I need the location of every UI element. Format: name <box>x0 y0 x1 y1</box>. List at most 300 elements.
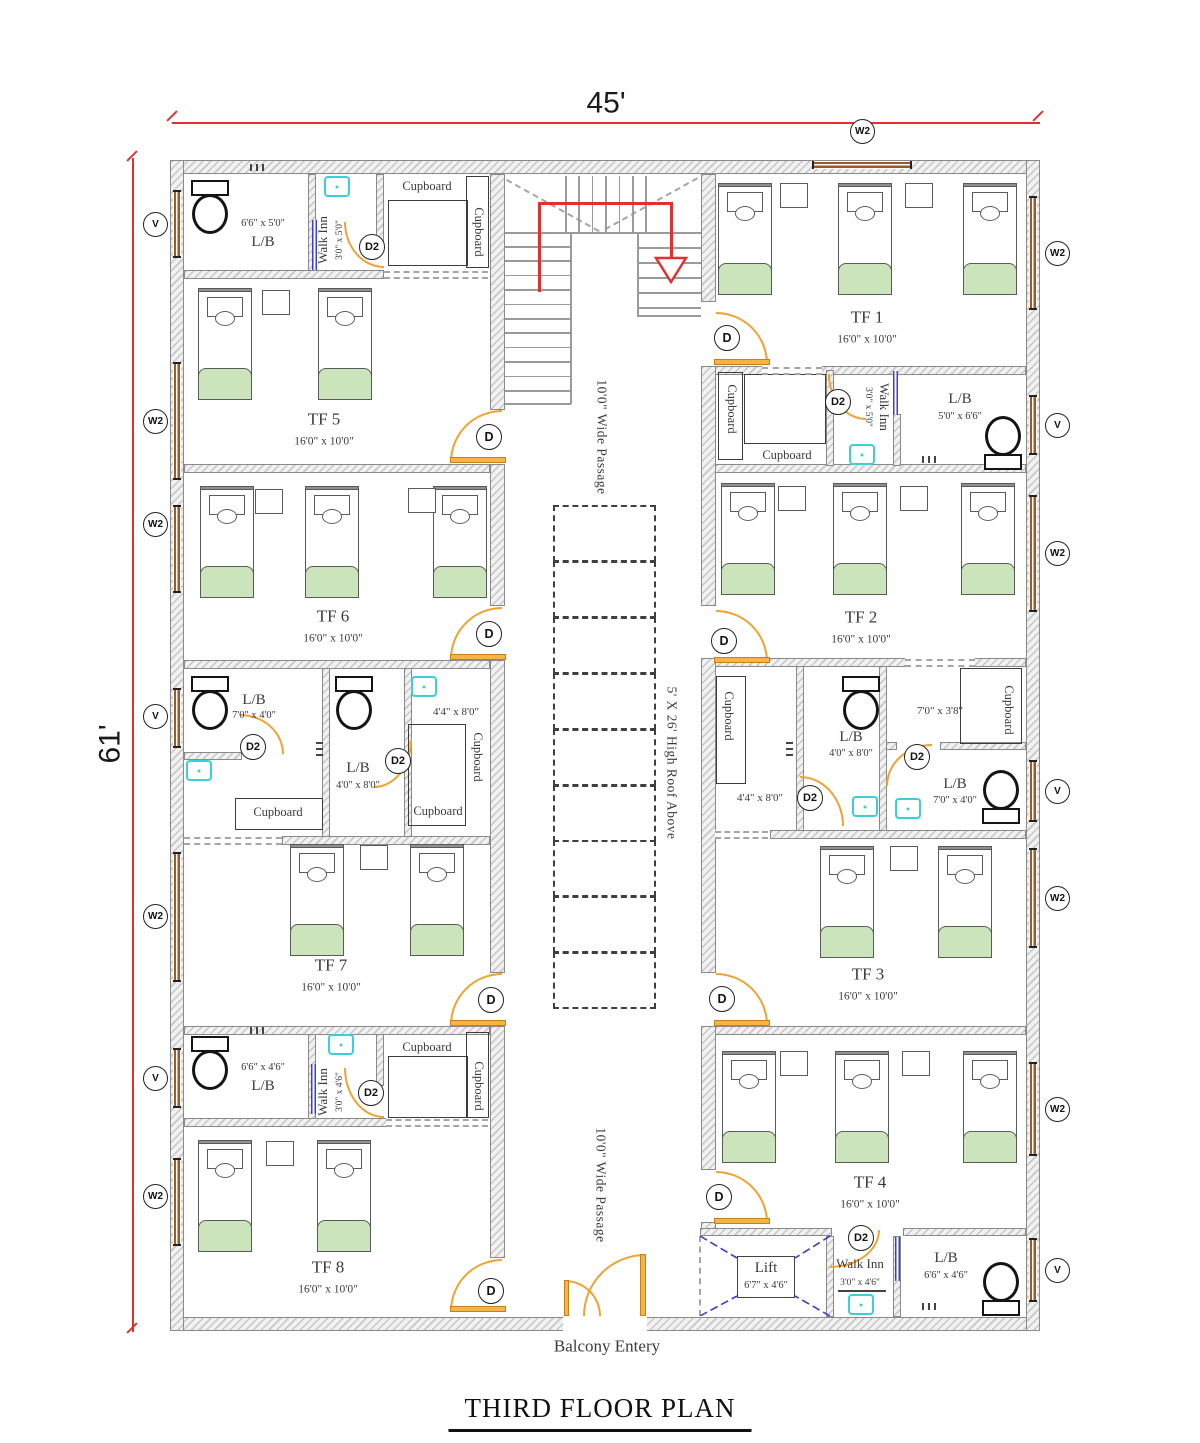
room-size-label: 16'0" x 10'0" <box>831 633 891 646</box>
dimension-tick <box>166 110 177 121</box>
tap-icon <box>250 1027 268 1034</box>
dashed-wall-line <box>384 271 488 273</box>
toilet-icon <box>983 418 1023 470</box>
wall-segment <box>701 1026 716 1170</box>
bed-head <box>334 1163 354 1178</box>
bed-blanket <box>838 263 892 295</box>
wall-segment <box>184 752 242 760</box>
wall-segment <box>490 660 505 973</box>
door-label-d2: D2 <box>359 234 385 260</box>
roof-above-label: 5' X 26' High Roof Above <box>664 686 680 840</box>
passage-label-bottom: 10'0" Wide Passage <box>593 1127 609 1243</box>
bed-blanket <box>718 263 772 295</box>
stair-tread <box>505 304 571 306</box>
bed-head <box>738 506 758 521</box>
cupboard-label: Cupboard <box>471 1061 486 1111</box>
cupboard-box <box>388 200 468 266</box>
sink-icon <box>328 1034 354 1055</box>
door-label-d2: D2 <box>240 734 266 760</box>
bed-head <box>980 1074 1000 1089</box>
door-leaf <box>450 1306 506 1312</box>
area-size-label: 4'4" x 8'0" <box>737 791 783 804</box>
nightstand-icon <box>905 183 933 208</box>
bath-name-label: L/B <box>242 691 266 708</box>
bed-headboard <box>963 183 1017 187</box>
height-dimension-label: 61' <box>93 724 127 764</box>
bed-head <box>980 206 1000 221</box>
stair-flight-edge <box>570 232 572 404</box>
door-leaf <box>714 1020 770 1026</box>
stair-path-line <box>538 202 541 292</box>
bed-icon <box>410 844 464 956</box>
window-icon <box>1029 1238 1037 1302</box>
drawing-title: THIRD FLOOR PLAN <box>448 1393 751 1432</box>
nightstand-icon <box>408 488 436 513</box>
door-label-d2: D2 <box>904 744 930 770</box>
bed-head <box>739 1074 759 1089</box>
cupboard-box <box>388 1056 468 1118</box>
bath-name-label: L/B <box>346 759 370 776</box>
tap-icon <box>786 738 793 756</box>
window-icon <box>812 161 912 169</box>
door-leaf <box>450 457 506 463</box>
window-label-v: V <box>143 704 168 729</box>
bed-icon <box>835 1051 889 1163</box>
balcony-entry-label: Balcony Entery <box>553 1336 661 1356</box>
roof-dashed-cell <box>553 505 656 562</box>
room-size-label: 16'0" x 10'0" <box>838 990 898 1003</box>
door-label-d2: D2 <box>848 1225 874 1251</box>
bed-icon <box>963 1051 1017 1163</box>
bath-name-label: L/B <box>943 775 967 792</box>
door-label-d2: D2 <box>797 785 823 811</box>
window-icon <box>1029 495 1037 612</box>
toilet-tank <box>982 808 1020 824</box>
bath-size-label: 4'0" x 8'0" <box>336 780 380 792</box>
sink-icon <box>895 798 921 819</box>
bed-blanket <box>722 1131 776 1163</box>
bed-head <box>978 506 998 521</box>
room-size-label: 16'0" x 10'0" <box>298 1283 358 1296</box>
window-label-v: V <box>143 212 168 237</box>
door-leaf <box>450 1020 506 1026</box>
wall-segment <box>184 1118 388 1127</box>
door-label-d2: D2 <box>385 748 411 774</box>
walkin-size-label: 3'0" x 4'6" <box>840 1277 880 1288</box>
wall-segment <box>184 660 490 669</box>
dashed-wall-line <box>905 659 975 661</box>
room-name-label: TF 7 <box>314 955 348 975</box>
bed-head <box>837 869 857 884</box>
wall-segment <box>184 464 490 473</box>
wall-segment <box>700 1228 832 1236</box>
door-label-d: D <box>478 1278 504 1304</box>
bath-size-label: 6'6" x 4'6" <box>241 1062 285 1074</box>
bed-blanket <box>198 368 252 400</box>
bed-icon <box>290 844 344 956</box>
door-label-d: D <box>476 621 502 647</box>
wardrobe-rail <box>893 371 898 415</box>
room-size-label: 16'0" x 10'0" <box>303 632 363 645</box>
toilet-bowl <box>985 416 1021 456</box>
stair-flight-end <box>637 315 701 317</box>
stair-diagonal <box>506 179 600 232</box>
bed-blanket <box>835 1131 889 1163</box>
sink-icon <box>849 444 875 465</box>
window-label-v: V <box>1045 413 1070 438</box>
window-label-w2: W2 <box>143 512 168 537</box>
cupboard-label: Cupboard <box>402 1040 452 1055</box>
walkin-name-label: Walk Inn <box>877 383 893 431</box>
window-icon <box>173 852 181 982</box>
tap-icon <box>316 738 323 756</box>
sink-icon <box>852 796 878 817</box>
bed-icon <box>833 483 887 595</box>
door-label-d: D <box>709 986 735 1012</box>
toilet-bowl <box>843 690 879 730</box>
wall-segment <box>893 414 901 466</box>
toilet-bowl <box>192 1050 228 1090</box>
toilet-icon <box>190 676 230 728</box>
bed-icon <box>198 288 252 400</box>
bed-headboard <box>938 846 992 850</box>
bed-headboard <box>198 1140 252 1144</box>
bed-headboard <box>963 1051 1017 1055</box>
nightstand-icon <box>900 486 928 511</box>
cupboard-label: Cupboard <box>471 207 486 257</box>
bed-headboard <box>318 288 372 292</box>
bed-head <box>735 206 755 221</box>
nightstand-icon <box>780 1051 808 1076</box>
dashed-wall-line <box>762 367 822 369</box>
bed-icon <box>722 1051 776 1163</box>
bed-blanket <box>305 566 359 598</box>
bed-headboard <box>718 183 772 187</box>
bed-headboard <box>198 288 252 292</box>
window-icon <box>173 190 181 258</box>
dashed-wall-line <box>386 1119 488 1121</box>
bed-headboard <box>721 483 775 487</box>
bath-size-label: 7'0" x 4'0" <box>933 795 977 807</box>
door-label-d: D <box>714 325 740 351</box>
door-leaf <box>714 657 770 663</box>
bed-head <box>855 206 875 221</box>
wall-segment <box>490 174 505 410</box>
bath-size-label: 6'6" x 5'0" <box>241 218 285 230</box>
bed-head <box>850 506 870 521</box>
window-icon <box>173 1158 181 1246</box>
bed-icon <box>718 183 772 295</box>
bed-icon <box>961 483 1015 595</box>
stair-tread <box>505 376 571 378</box>
window-label-w2: W2 <box>850 119 875 144</box>
window-icon <box>1029 196 1037 310</box>
stair-tread <box>505 347 571 349</box>
window-label-w2: W2 <box>1045 241 1070 266</box>
bath-name-label: L/B <box>251 1077 275 1094</box>
bed-blanket <box>961 563 1015 595</box>
toilet-bowl <box>336 690 372 730</box>
bed-head <box>427 867 447 882</box>
dimension-tick <box>1032 110 1043 121</box>
wall-segment <box>701 366 716 606</box>
bed-head <box>450 509 470 524</box>
sink-icon <box>324 176 350 197</box>
bed-icon <box>200 486 254 598</box>
bed-head <box>335 311 355 326</box>
dashed-wall-line <box>715 831 768 833</box>
left-dimension-line <box>132 158 134 1332</box>
wall-segment <box>490 1026 505 1258</box>
bed-headboard <box>305 486 359 490</box>
room-size-label: 16'0" x 10'0" <box>837 333 897 346</box>
window-icon <box>1029 395 1037 455</box>
window-icon <box>1029 760 1037 822</box>
tap-icon <box>250 164 268 171</box>
bed-blanket <box>317 1220 371 1252</box>
bath-size-label: 5'0" x 6'6" <box>938 411 982 423</box>
stair-tread <box>637 292 701 294</box>
bed-blanket <box>433 566 487 598</box>
door-label-d: D <box>476 424 502 450</box>
room-name-label: TF 2 <box>844 607 878 627</box>
area-size-label: 7'0" x 3'8" <box>917 704 963 717</box>
room-name-label: TF 3 <box>851 964 885 984</box>
room-name-label: TF 5 <box>307 409 341 429</box>
wall-segment <box>701 658 716 973</box>
bed-blanket <box>938 926 992 958</box>
window-label-w2: W2 <box>143 1184 168 1209</box>
toilet-tank <box>982 1300 1020 1316</box>
sink-icon <box>848 1294 874 1315</box>
window-label-w2: W2 <box>1045 886 1070 911</box>
bed-blanket <box>820 926 874 958</box>
stair-tread <box>505 361 571 363</box>
walkin-name-label: Walk Inn <box>314 216 330 264</box>
door-leaf <box>450 654 506 660</box>
toilet-bowl <box>192 690 228 730</box>
passage-label-top: 10'0" Wide Passage <box>594 379 610 495</box>
sink-icon <box>411 676 437 697</box>
wall-segment <box>715 464 1026 473</box>
bath-name-label: L/B <box>948 390 972 407</box>
bed-head <box>322 509 342 524</box>
stair-tread <box>505 332 571 334</box>
toilet-bowl <box>192 194 228 234</box>
window-icon <box>173 362 181 480</box>
bed-headboard <box>200 486 254 490</box>
bed-headboard <box>838 183 892 187</box>
bed-headboard <box>835 1051 889 1055</box>
balcony-opening <box>563 1316 647 1332</box>
bath-size-label: 4'0" x 8'0" <box>829 748 873 760</box>
window-label-v: V <box>1045 779 1070 804</box>
window-icon <box>173 1048 181 1108</box>
wall-segment <box>903 1228 1026 1236</box>
toilet-icon <box>190 1036 230 1088</box>
stair-tread <box>637 247 701 249</box>
bed-blanket <box>290 924 344 956</box>
walkin-name-label: Walk Inn <box>836 1255 884 1271</box>
tap-icon <box>922 456 940 463</box>
area-size-label: 4'4" x 8'0" <box>433 705 479 718</box>
cupboard-label: Cupboard <box>724 384 739 434</box>
window-icon <box>1029 848 1037 948</box>
bed-head <box>217 509 237 524</box>
bed-headboard <box>410 844 464 848</box>
bed-icon <box>317 1140 371 1252</box>
door-label-d2: D2 <box>358 1080 384 1106</box>
bed-icon <box>305 486 359 598</box>
toilet-icon <box>841 676 881 728</box>
stair-tread <box>637 307 701 309</box>
balcony-door-leaf-small <box>564 1280 569 1316</box>
balcony-door-leaf <box>640 1254 646 1316</box>
stair-direction-arrow <box>654 256 688 284</box>
window-label-w2: W2 <box>1045 541 1070 566</box>
bed-blanket <box>963 263 1017 295</box>
roof-dashed-cell <box>553 785 656 842</box>
bath-size-label: 6'6" x 4'6" <box>924 1270 968 1282</box>
wall-segment <box>322 668 330 837</box>
door-leaf <box>714 359 770 365</box>
bed-blanket <box>963 1131 1017 1163</box>
bed-blanket <box>721 563 775 595</box>
lift-size-label: 6'7" x 4'6" <box>744 1280 788 1292</box>
toilet-icon <box>334 676 374 728</box>
sink-icon <box>186 760 212 781</box>
bed-headboard <box>722 1051 776 1055</box>
wall-segment <box>490 464 505 606</box>
bath-name-label: L/B <box>934 1249 958 1266</box>
bed-headboard <box>820 846 874 850</box>
roof-dashed-cell <box>553 561 656 618</box>
bed-icon <box>318 288 372 400</box>
stair-tread <box>505 318 571 320</box>
wall-segment <box>770 830 1026 839</box>
nightstand-icon <box>780 183 808 208</box>
bed-headboard <box>833 483 887 487</box>
cupboard-label: Cupboard <box>762 448 812 463</box>
dashed-wall-line <box>184 843 282 845</box>
window-label-v: V <box>143 1066 168 1091</box>
cupboard-label: Cupboard <box>253 805 303 820</box>
window-icon <box>1029 1062 1037 1156</box>
window-icon <box>173 505 181 593</box>
bed-icon <box>838 183 892 295</box>
wall-segment <box>184 270 384 279</box>
room-size-label: 16'0" x 10'0" <box>840 1198 900 1211</box>
bed-icon <box>820 846 874 958</box>
cupboard-label: Cupboard <box>413 804 463 819</box>
bed-head <box>215 311 235 326</box>
roof-dashed-cell <box>553 840 656 897</box>
nightstand-icon <box>262 290 290 315</box>
tap-icon <box>922 1303 940 1310</box>
bed-icon <box>963 183 1017 295</box>
bed-head <box>215 1163 235 1178</box>
walkin-name-label: Walk Inn <box>314 1068 330 1116</box>
roof-dashed-cell <box>553 952 656 1009</box>
cupboard-label: Cupboard <box>1001 685 1016 735</box>
cupboard-label: Cupboard <box>721 691 736 741</box>
toilet-bowl <box>983 1262 1019 1302</box>
bed-icon <box>721 483 775 595</box>
door-leaf <box>714 1218 770 1224</box>
toilet-icon <box>190 180 230 232</box>
bed-icon <box>198 1140 252 1252</box>
window-label-v: V <box>1045 1258 1070 1283</box>
window-icon <box>173 688 181 748</box>
stair-path-line <box>538 202 672 205</box>
nightstand-icon <box>266 1141 294 1166</box>
bath-size-label: 7'0" x 4'0" <box>232 710 276 722</box>
bed-icon <box>938 846 992 958</box>
cupboard-box <box>744 374 826 444</box>
dashed-wall-line <box>184 837 282 839</box>
lift-name-label: Lift <box>754 1259 778 1276</box>
width-dimension-label: 45' <box>586 86 626 120</box>
door-label-d: D <box>706 1184 732 1210</box>
dashed-wall-line <box>762 373 822 375</box>
walkin-size-label: 3'0" x 5'0" <box>334 220 345 260</box>
dashed-wall-line <box>715 837 768 839</box>
bed-head <box>852 1074 872 1089</box>
bed-head <box>955 869 975 884</box>
bed-blanket <box>318 368 372 400</box>
toilet-icon <box>981 1264 1021 1316</box>
wardrobe-rail <box>895 1237 900 1281</box>
door-label-d: D <box>711 628 737 654</box>
bed-headboard <box>433 486 487 490</box>
stair-tread <box>505 390 571 392</box>
wall-segment <box>701 174 716 302</box>
walkin-size-label: 3'0" x 5'0" <box>863 387 874 427</box>
window-label-w2: W2 <box>1045 1097 1070 1122</box>
bed-blanket <box>833 563 887 595</box>
stair-path-line <box>670 202 673 258</box>
cupboard-label: Cupboard <box>402 179 452 194</box>
nightstand-icon <box>778 486 806 511</box>
window-label-w2: W2 <box>143 904 168 929</box>
room-name-label: TF 4 <box>853 1172 887 1192</box>
room-name-label: TF 8 <box>311 1257 345 1277</box>
bed-blanket <box>410 924 464 956</box>
stair-flight-end <box>505 403 571 405</box>
top-dimension-line <box>172 122 1040 124</box>
window-label-w2: W2 <box>143 409 168 434</box>
bed-icon <box>433 486 487 598</box>
dashed-wall-line <box>905 665 975 667</box>
wall-segment <box>715 1026 1026 1035</box>
bed-headboard <box>317 1140 371 1144</box>
bed-blanket <box>198 1220 252 1252</box>
stair-flight-edge <box>637 232 639 316</box>
bed-head <box>307 867 327 882</box>
nightstand-icon <box>255 489 283 514</box>
room-size-label: 16'0" x 10'0" <box>301 981 361 994</box>
bed-blanket <box>200 566 254 598</box>
roof-dashed-cell <box>553 896 656 953</box>
nightstand-icon <box>902 1051 930 1076</box>
roof-dashed-cell <box>553 729 656 786</box>
walkin-shelf-line <box>838 1290 886 1292</box>
dashed-wall-line <box>386 1125 488 1127</box>
bed-headboard <box>290 844 344 848</box>
door-label-d: D <box>478 987 504 1013</box>
cupboard-label: Cupboard <box>470 732 485 782</box>
roof-dashed-cell <box>553 673 656 730</box>
